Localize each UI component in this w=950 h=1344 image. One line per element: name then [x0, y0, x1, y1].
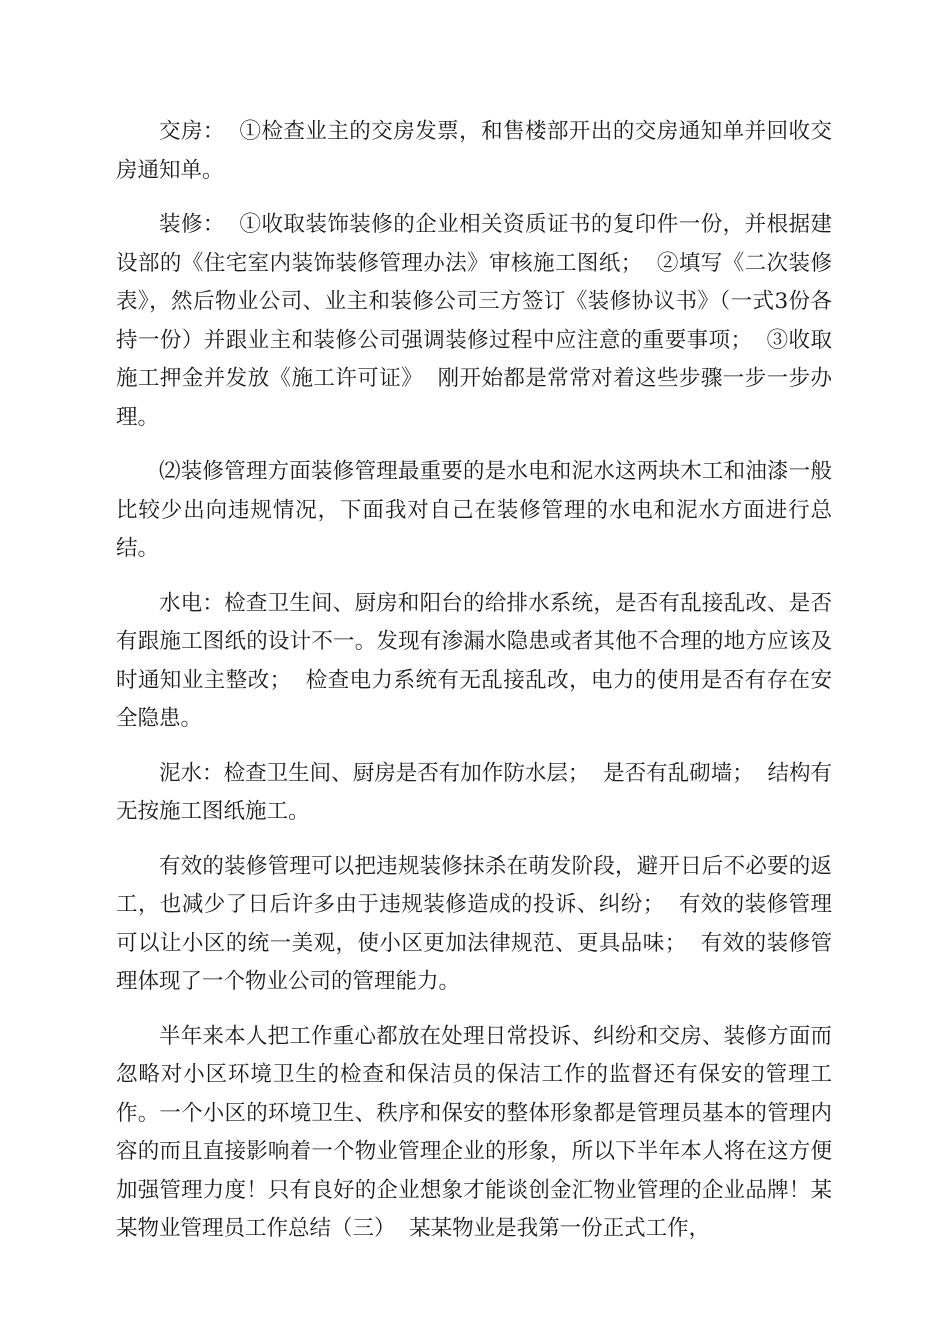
paragraph-plumbing-electrical: 水电：检查卫生间、厨房和阳台的给排水系统，是否有乱接乱改、是否有跟施工图纸的设计不一。发现有渗漏水隐患或者其他不合理的地方应该及时通知业主整改； 检查电力系统有无乱接乱改，电力的使用是否有存在安全隐患。 [116, 590, 832, 731]
document-body [116, 113, 832, 1265]
paragraph-masonry: 泥水：检查卫生间、厨房是否有加作防水层； 是否有乱砌墙； 结构有无按施工图纸施工。 [116, 760, 832, 824]
paragraph-half-year-review: 半年来本人把工作重心都放在处理日常投诉、纠纷和交房、装修方面而忽略对小区环境卫生的检查和保洁员的保洁工作的监督还有保安的管理工作。一个小区的环境卫生、秩序和保安的整体形象都是管理员基本的管理内容的而且直接影响着一个物业管理企业的形象，所以下半年本人将在这方便加强管理力度！只有良好的企业想象才能谈创金汇物业管理的企业品牌！某某物业管理员工作总结（三） 某某物业是我第一份正式工作， [116, 1023, 832, 1241]
paragraph-renovation: 装修： ①收取装饰装修的企业相关资质证书的复印件一份，并根据建设部的《住宅室内装饰装修管理办法》审核施工图纸； ②填写《二次装修表》，然后物业公司、业主和装修公司三方签订《装修协议书》（一式3份各持一份）并跟业主和装修公司强调装修过程中应注意的重要事项； ③收取施工押金并发放《施工许可证》 刚开始都是常常对着这些步骤一步一步办理。 [116, 212, 832, 430]
paragraph-effective-management: 有效的装修管理可以把违规装修抹杀在萌发阶段，避开日后不必要的返工，也减少了日后许多由于违规装修造成的投诉、纠纷； 有效的装修管理可以让小区的统一美观，使小区更加法律规范、更具品味； 有效的装修管理体现了一个物业公司的管理能力。 [116, 853, 832, 994]
paragraph-handover: 交房： ①检查业主的交房发票，和售楼部开出的交房通知单并回收交房通知单。 [116, 119, 832, 183]
paragraph-renovation-management: ⑵装修管理方面装修管理最重要的是水电和泥水这两块木工和油漆一般比较少出向违规情况，下面我对自己在装修管理的水电和泥水方面进行总结。 [116, 459, 832, 561]
